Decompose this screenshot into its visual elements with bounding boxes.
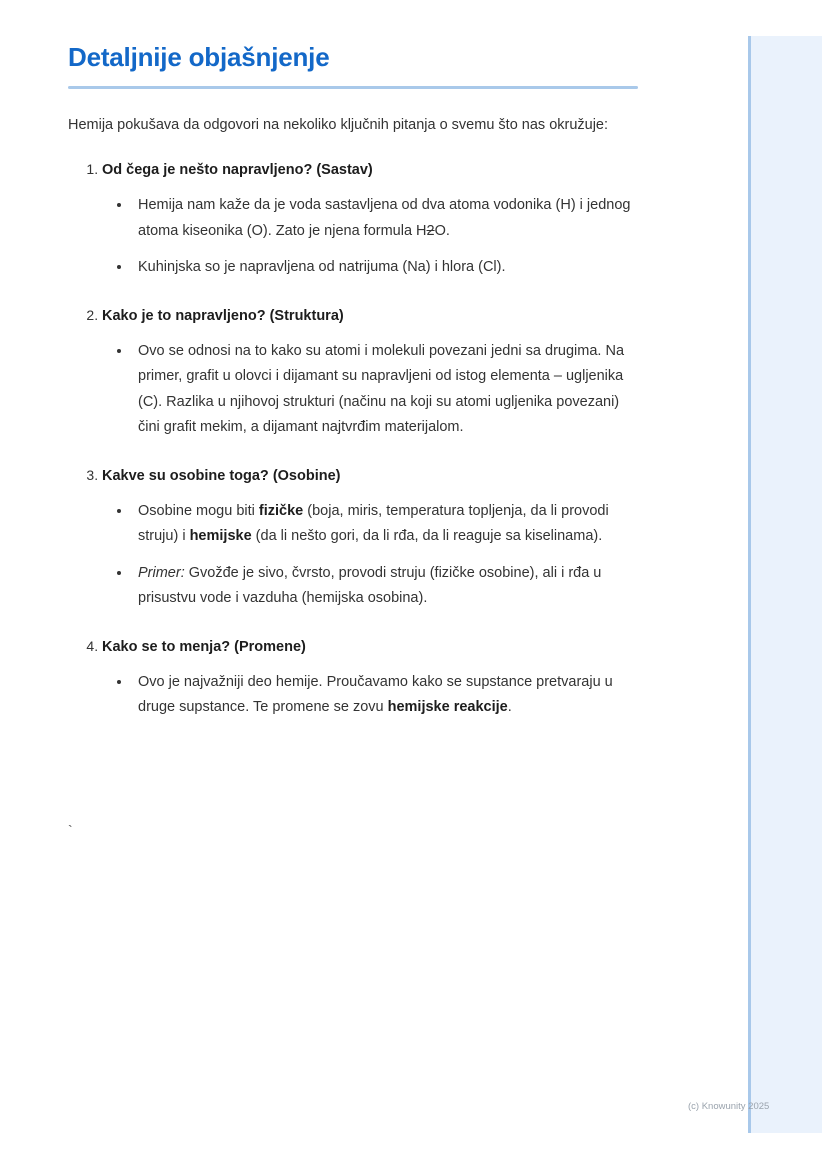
text-run: Osobine mogu biti bbox=[138, 502, 259, 519]
text-run: Kuhinjska so je napravljena od natrijuma (Na) i hlora (Cl). bbox=[138, 259, 506, 275]
text-run: Hemija nam kaže da je voda sastavljena od dva atoma vodonika (H) i jednog atoma kiseonika (O). Zato je njena formula H bbox=[138, 197, 631, 239]
question-item bbox=[102, 463, 638, 612]
answer-bullet bbox=[132, 498, 638, 550]
emphasis-bold: fizičke bbox=[258, 502, 304, 519]
question-heading: Kako se to menja? (Promene) bbox=[102, 638, 306, 655]
question-item bbox=[102, 634, 638, 721]
intro-paragraph: Hemija pokušava da odgovori na nekoliko ključnih pitanja o svemu što nas okružuje: bbox=[68, 117, 609, 133]
question-item bbox=[102, 157, 638, 281]
text-run: (boja, miris, temperatura topljenja, da li provodi struju) i bbox=[138, 502, 609, 544]
answer-bullet-list bbox=[102, 669, 638, 721]
page-title: Detaljnije objašnjenje bbox=[68, 42, 330, 72]
text-run: Ovo je najvažniji deo hemije. Proučavamo kako se supstance pretvaraju u druge supstance. Te promene se zovu bbox=[138, 673, 613, 715]
text-run: O. bbox=[434, 222, 450, 239]
question-item bbox=[102, 303, 638, 441]
answer-bullet bbox=[132, 338, 638, 441]
stray-backtick-mark: ` bbox=[68, 822, 73, 838]
title-divider bbox=[68, 86, 638, 89]
text-run: . bbox=[507, 699, 512, 715]
text-run: Ovo se odnosi na to kako su atomi i molekuli povezani jedni sa drugima. Na primer, grafit u olovci i dijamant su napravljeni od istog elementa – ugljenika (C). Razlika u njihovoj strukturi (načinu na koji su atomi ugljenika povezani) čini grafit mekim, a dijamant najtvrđim materijalom. bbox=[138, 342, 625, 435]
footer-copyright: (c) Knowunity 2025 bbox=[688, 1101, 770, 1112]
answer-bullet bbox=[132, 192, 638, 244]
question-heading: Kako je to napravljeno? (Struktura) bbox=[102, 307, 344, 324]
answer-bullet bbox=[132, 254, 638, 281]
emphasis-bold: hemijske bbox=[189, 528, 252, 544]
side-rail-panel bbox=[748, 36, 822, 1133]
question-heading: Od čega je nešto napravljeno? (Sastav) bbox=[102, 162, 373, 178]
text-run: (da li nešto gori, da li rđa, da li reaguje sa kiselinama). bbox=[251, 528, 603, 544]
emphasis-italic: Primer: bbox=[138, 564, 185, 581]
answer-bullet bbox=[132, 560, 638, 612]
answer-bullet-list bbox=[102, 498, 638, 612]
question-list bbox=[68, 157, 638, 721]
answer-bullet-list bbox=[102, 338, 638, 441]
answer-bullet bbox=[132, 669, 638, 721]
question-heading: Kakve su osobine toga? (Osobine) bbox=[102, 467, 341, 484]
emphasis-bold: hemijske reakcije bbox=[387, 699, 508, 715]
chemical-subscript: 2 bbox=[426, 222, 435, 239]
answer-bullet-list bbox=[102, 192, 638, 281]
text-run: Gvožđe je sivo, čvrsto, provodi struju (fizičke osobine), ali i rđa u prisustvu vode i vazduha (hemijska osobina). bbox=[138, 564, 602, 606]
